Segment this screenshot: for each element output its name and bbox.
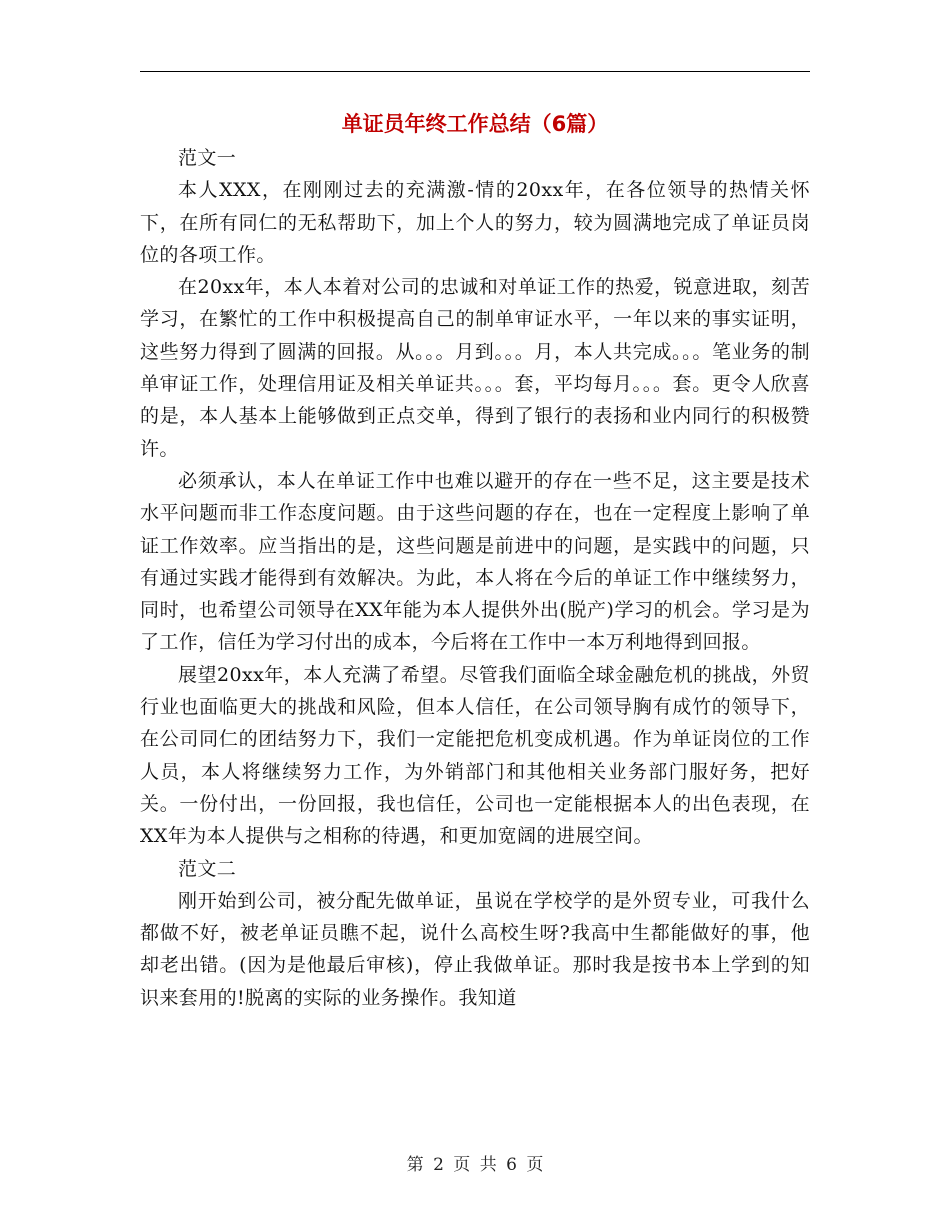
paragraph: 展望20xx年，本人充满了希望。尽管我们面临全球金融危机的挑战，外贸行业也面临更大的挑战和风险，但本人信任，在公司领导胸有成竹的领导下，在公司同仁的团结努力下，我们一定能把危机变成机遇。作为单证岗位的工作人员，本人将继续努力工作，为外销部门和其他相关业务部门服好务，把好关。一份付出，一份回报，我也信任，公司也一定能根据本人的出色表现，在XX年为本人提供与之相称的待遇，和更加宽阔的进展空间。 — [140, 663, 810, 848]
page-footer: 第 2 页 共 6 页 — [406, 1155, 544, 1175]
section-heading-2: 范文二 — [178, 857, 237, 880]
document-body — [140, 142, 810, 1014]
section-heading-1: 范文一 — [178, 147, 237, 169]
paragraph: 在20xx年，本人本着对公司的忠诚和对单证工作的热爱，锐意进取，刻苦学习，在繁忙的工作中积极提高自己的制单审证水平，一年以来的事实证明，这些努力得到了圆满的回报。从。。。月到。。。月，本人共完成。。。笔业务的制单审证工作，处理信用证及相关单证共。。。套，平均每月。。。套。更令人欣喜的是，本人基本上能够做到正点交单，得到了银行的表扬和业内同行的积极赞许。 — [140, 276, 810, 460]
paragraph: 本人XXX，在刚刚过去的充满激-情的20xx年，在各位领导的热情关怀下，在所有同仁的无私帮助下，加上个人的努力，较为圆满地完成了单证员岗位的各项工作。 — [140, 179, 810, 266]
header-rule — [140, 71, 810, 72]
paragraph: 刚开始到公司，被分配先做单证，虽说在学校学的是外贸专业，可我什么都做不好，被老单证员瞧不起，说什么高校生呀?我高中生都能做好的事，他却老出错。(因为是他最后审核)，停止我做单证。那时我是按书本上学到的知识来套用的!脱离的实际的业务操作。我知道 — [140, 889, 810, 1009]
paragraph: 必须承认，本人在单证工作中也难以避开的存在一些不足，这主要是技术水平问题而非工作态度问题。由于这些问题的存在，也在一定程度上影响了单证工作效率。应当指出的是，这些问题是前进中的问题，是实践中的问题，只有通过实践才能得到有效解决。为此，本人将在今后的单证工作中继续努力，同时，也希望公司领导在XX年能为本人提供外出(脱产)学习的机会。学习是为了工作，信任为学习付出的成本，今后将在工作中一本万利地得到回报。 — [140, 469, 810, 654]
document-title: 单证员年终工作总结（6篇） — [341, 112, 609, 136]
